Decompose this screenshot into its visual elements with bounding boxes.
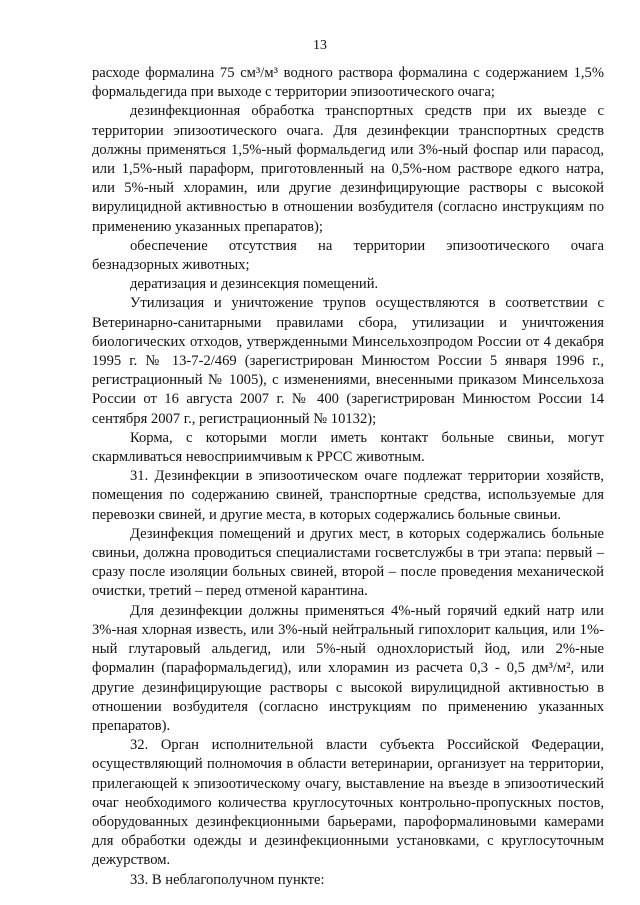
page-number: 13 bbox=[313, 38, 327, 53]
paragraph: 33. В неблагополучном пункте: bbox=[130, 871, 325, 888]
paragraph: расходе формалина 75 см³/м³ водного раствора формалина с содержанием 1,5% формальдегида при выходе с территории эпизоотического очага; bbox=[92, 65, 604, 101]
paragraph: Утилизация и уничтожение трупов осуществляются в соответствии с Ветеринарно-санитарными правилами сбора, утилизации и уничтожения биологических отходов, утвержденными Минсельхозпродом России от 4 декабря 1995 г. № 13-7-2/469 (зарегистрирован Минюстом России 5 января 1996 г., регистрационный № 1005), с изменениями, внесенными приказом Минсельхоза России от 16 августа 2007 г. № 400 (зарегистрирован Минюстом России 14 сентября 2007 г., регистрационный № 10132); bbox=[92, 295, 604, 427]
paragraph: Корма, с которыми могли иметь контакт больные свиньи, могут скармливаться невосприимчивым к РРСС животным. bbox=[92, 429, 604, 466]
paragraph: дератизация и дезинсекция помещений. bbox=[130, 276, 379, 293]
paragraph: дезинфекционная обработка транспортных средств при их выезде с территории эпизоотического очага. Для дезинфекции транспортных средств должны применяться 1,5%-ный формальдегид или 3%-ный фоспар или парасод, или 1,5%-ный параформ, приготовленный на 0,5%-ном растворе едкого натра, или 5%-ный хлорамин, или другие дезинфицирующие растворы с высокой вирулицидной активностью в отношении возбудителя (согласно инструкциям по применению указанных препаратов); bbox=[92, 103, 604, 235]
paragraph: Дезинфекция помещений и других мест, в которых содержались больные свиньи, должна проводиться специалистами госветслужбы в три этапа: первый – сразу после изоляции больных свиней, второй – после проведения механической очистки, третий – перед отменой карантина. bbox=[92, 525, 604, 600]
paragraph: 32. Орган исполнительной власти субъекта Российской Федерации, осуществляющий полномочия в области ветеринарии, организует на территории, прилегающей к эпизоотическому очагу, выставление на въезде в эпизоотический очаг необходимого количества круглосуточных контрольно-пропускных постов, оборудованных дезинфекционными барьерами, пароформалиновыми камерами для обработки одежды и дезинфекционными установками, с круглосуточным дежурством. bbox=[92, 737, 604, 869]
paragraph: 31. Дезинфекции в эпизоотическом очаге подлежат территории хозяйств, помещения по содержанию свиней, транспортные средства, используемые для перевозки свиней, и другие места, в которых содержались больные свиньи. bbox=[92, 468, 604, 523]
paragraph: Для дезинфекции должны применяться 4%-ный горячий едкий натр или 3%-ная хлорная известь, или 3%-ный нейтральный гипохлорит кальция, или 1%-ный глутаровый альдегид, или 5%-ный однохлористый йод, или 2%-ные формалин (параформальдегид), или хлорамин из расчета 0,3 - 0,5 дм³/м², или другие дезинфицирующие растворы с высокой вирулицидной активностью в отношении возбудителя (согласно инструкциям по применению указанных препаратов). bbox=[92, 602, 604, 734]
paragraph: обеспечение отсутствия на территории эпизоотического очага безнадзорных животных; bbox=[92, 237, 604, 274]
body-text bbox=[92, 64, 604, 890]
